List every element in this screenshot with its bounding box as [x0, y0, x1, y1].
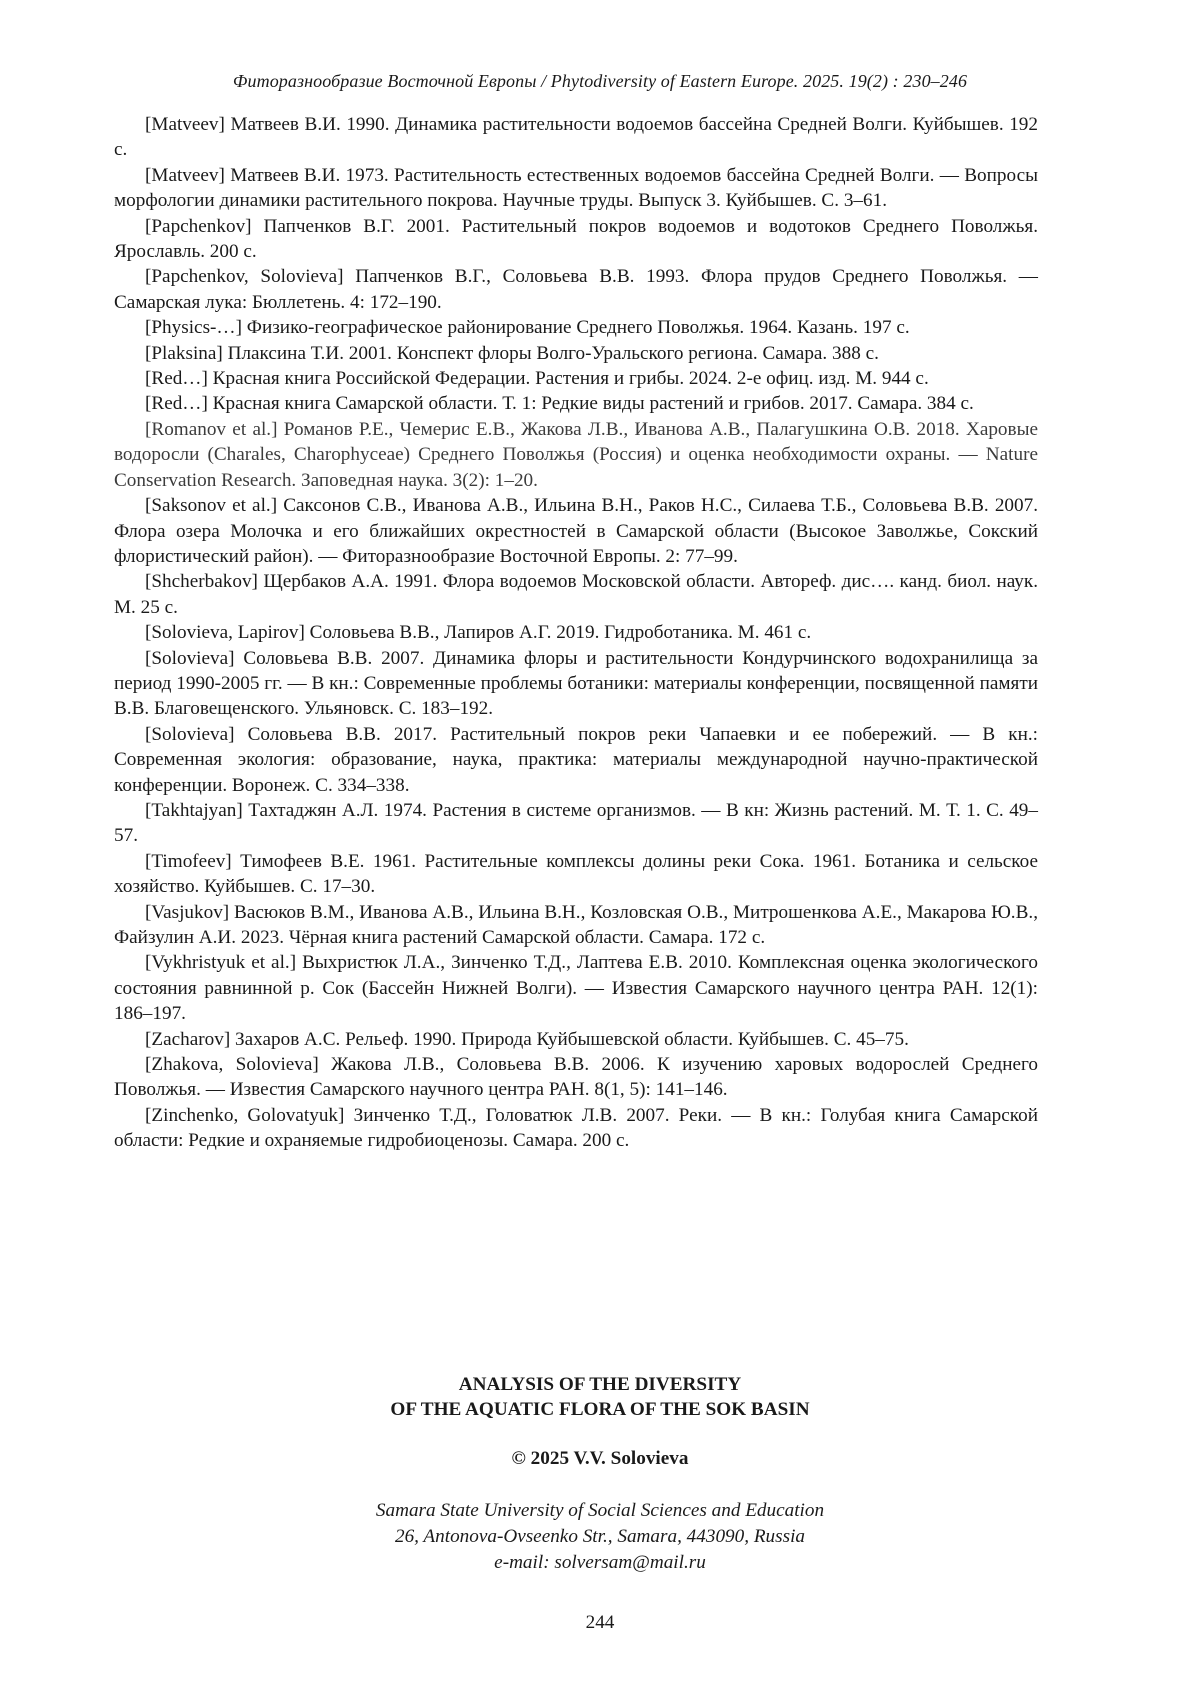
reference-item: [Takhtajyan] Тахтаджян А.Л. 1974. Растения в системе организмов. — В кн: Жизнь растений. М. Т. 1. С. 49–57. — [114, 799, 1038, 847]
reference-item: [Solovieva, Lapirov] Соловьева В.В., Лапиров А.Г. 2019. Гидроботаника. М. 461 с. — [145, 622, 812, 644]
reference-item: [Zinchenko, Golovatyuk] Зинченко Т.Д., Головатюк Л.В. 2007. Реки. — В кн.: Голубая книга Самарской области: Редкие и охраняемые гидробиоценозы. Самара. 200 с. — [114, 1104, 1038, 1152]
reference-item: [Zacharov] Захаров А.С. Рельеф. 1990. Природа Куйбышевской области. Куйбышев. С. 45–75. — [145, 1028, 909, 1050]
reference-item: [Vasjukov] Васюков В.М., Иванова А.В., Ильина В.Н., Козловская О.В., Митрошенкова А.Е., Макарова Ю.В., Файзулин А.И. 2023. Чёрная книга растений Самарской области. Самара. 172 с. — [114, 901, 1038, 948]
reference-item: [Matveev] Матвеев В.И. 1973. Растительность естественных водоемов бассейна Средней Волги. — Вопросы морфологии динамики растительного покрова. Научные труды. Выпуск 3. Куйбышев. С. 3–61. — [114, 164, 1038, 212]
reference-item: [Red…] Красная книга Самарской области. Т. 1: Редкие виды растений и грибов. 2017. Самара. 384 с. — [145, 393, 974, 415]
article-author: © 2025 V.V. Solovieva — [511, 1448, 689, 1469]
reference-item: [Saksonov et al.] Саксонов С.В., Иванова А.В., Ильина В.Н., Раков Н.С., Силаева Т.Б., Соловьева В.В. 2007. Флора озера Молочка и его ближайших окрестностей в Самарской области (Высокое Заволжье, Сокский флористический район). — Фиторазнообразие Восточной Европы. 2: 77–99. — [114, 495, 1038, 567]
reference-item: [Vykhristyuk et al.] Выхристюк Л.А., Зинченко Т.Д., Лаптева Е.В. 2010. Комплексная оценка экологического состояния равнинной р. Сок (Бассейн Нижней Волги). — Известия Самарского научного центра РАН. 12(1): 186–197. — [114, 952, 1038, 1025]
article-title — [0, 1372, 1200, 1422]
reference-item: [Matveev] Матвеев В.И. 1990. Динамика растительности водоемов бассейна Средней Волги. Куйбышев. 192 с. — [114, 114, 1038, 161]
author-affiliation — [0, 1498, 1200, 1576]
reference-list — [114, 112, 1038, 1154]
reference-item: [Physics-…] Физико-географическое районирование Среднего Поволжья. 1964. Казань. 197 с. — [145, 317, 910, 339]
reference-item: [Papchenkov, Solovieva] Папченков В.Г., Соловьева В.В. 1993. Флора прудов Среднего Поволжья. — Самарская лука: Бюллетень. 4: 172–190. — [114, 266, 1038, 313]
article-title-line-2: OF THE AQUATIC FLORA OF THE SOK BASIN — [390, 1399, 810, 1420]
page-number: 244 — [585, 1612, 615, 1633]
reference-item: [Solovieva] Соловьева В.В. 2017. Растительный покров реки Чапаевки и ее побережий. — В кн.: Современная экология: образование, наука, практика: материалы международной научно-практической конференции. Воронеж. С. 334–338. — [114, 723, 1038, 796]
reference-item: [Romanov et al.] Романов Р.Е., Чемерис Е.В., Жакова Л.В., Иванова А.В., Палагушкина О.В. 2018. Харовые водоросли (Charales, Charophyceae) Среднего Поволжья (Россия) и оценка необходимости охраны. — Nature Conservation Research. Заповедная наука. 3(2): 1–20. — [114, 418, 1038, 491]
affiliation-institution: Samara State University of Social Sciences and Education — [375, 1500, 825, 1521]
reference-item: [Shcherbakov] Щербаков А.А. 1991. Флора водоемов Московской области. Автореф. дис…. канд. биол. наук. М. 25 с. — [114, 571, 1038, 618]
running-head: Фиторазнообразие Восточной Европы / Phytodiversity of Eastern Europe. 2025. 19(2) : 230–246 — [232, 71, 968, 91]
reference-item: [Timofeev] Тимофеев В.Е. 1961. Растительные комплексы долины реки Сока. 1961. Ботаника и сельское хозяйство. Куйбышев. С. 17–30. — [114, 850, 1038, 898]
reference-item: [Solovieva] Соловьева В.В. 2007. Динамика флоры и растительности Кондурчинского водохранилища за период 1990-2005 гг. — В кн.: Современные проблемы ботаники: материалы конференции, посвященной памяти В.В. Благовещенского. Ульяновск. С. 183–192. — [114, 647, 1038, 720]
reference-item: [Plaksina] Плаксина Т.И. 2001. Конспект флоры Волго-Уральского региона. Самара. 388 с. — [145, 342, 879, 364]
reference-item: [Red…] Красная книга Российской Федерации. Растения и грибы. 2024. 2-е офиц. изд. М. 944 с. — [145, 368, 929, 390]
reference-item: [Papchenkov] Папченков В.Г. 2001. Растительный покров водоемов и водотоков Среднего Поволжья. Ярославль. 200 с. — [114, 215, 1038, 263]
affiliation-address: 26, Antonova-Ovseenko Str., Samara, 443090, Russia — [394, 1526, 805, 1547]
affiliation-email: e-mail: solversam@mail.ru — [494, 1552, 706, 1573]
reference-item: [Zhakova, Solovieva] Жакова Л.В., Соловьева В.В. 2006. К изучению харовых водорослей Среднего Поволжья. — Известия Самарского научного центра РАН. 8(1, 5): 141–146. — [114, 1054, 1038, 1101]
article-title-line-1: ANALYSIS OF THE DIVERSITY — [458, 1374, 742, 1395]
